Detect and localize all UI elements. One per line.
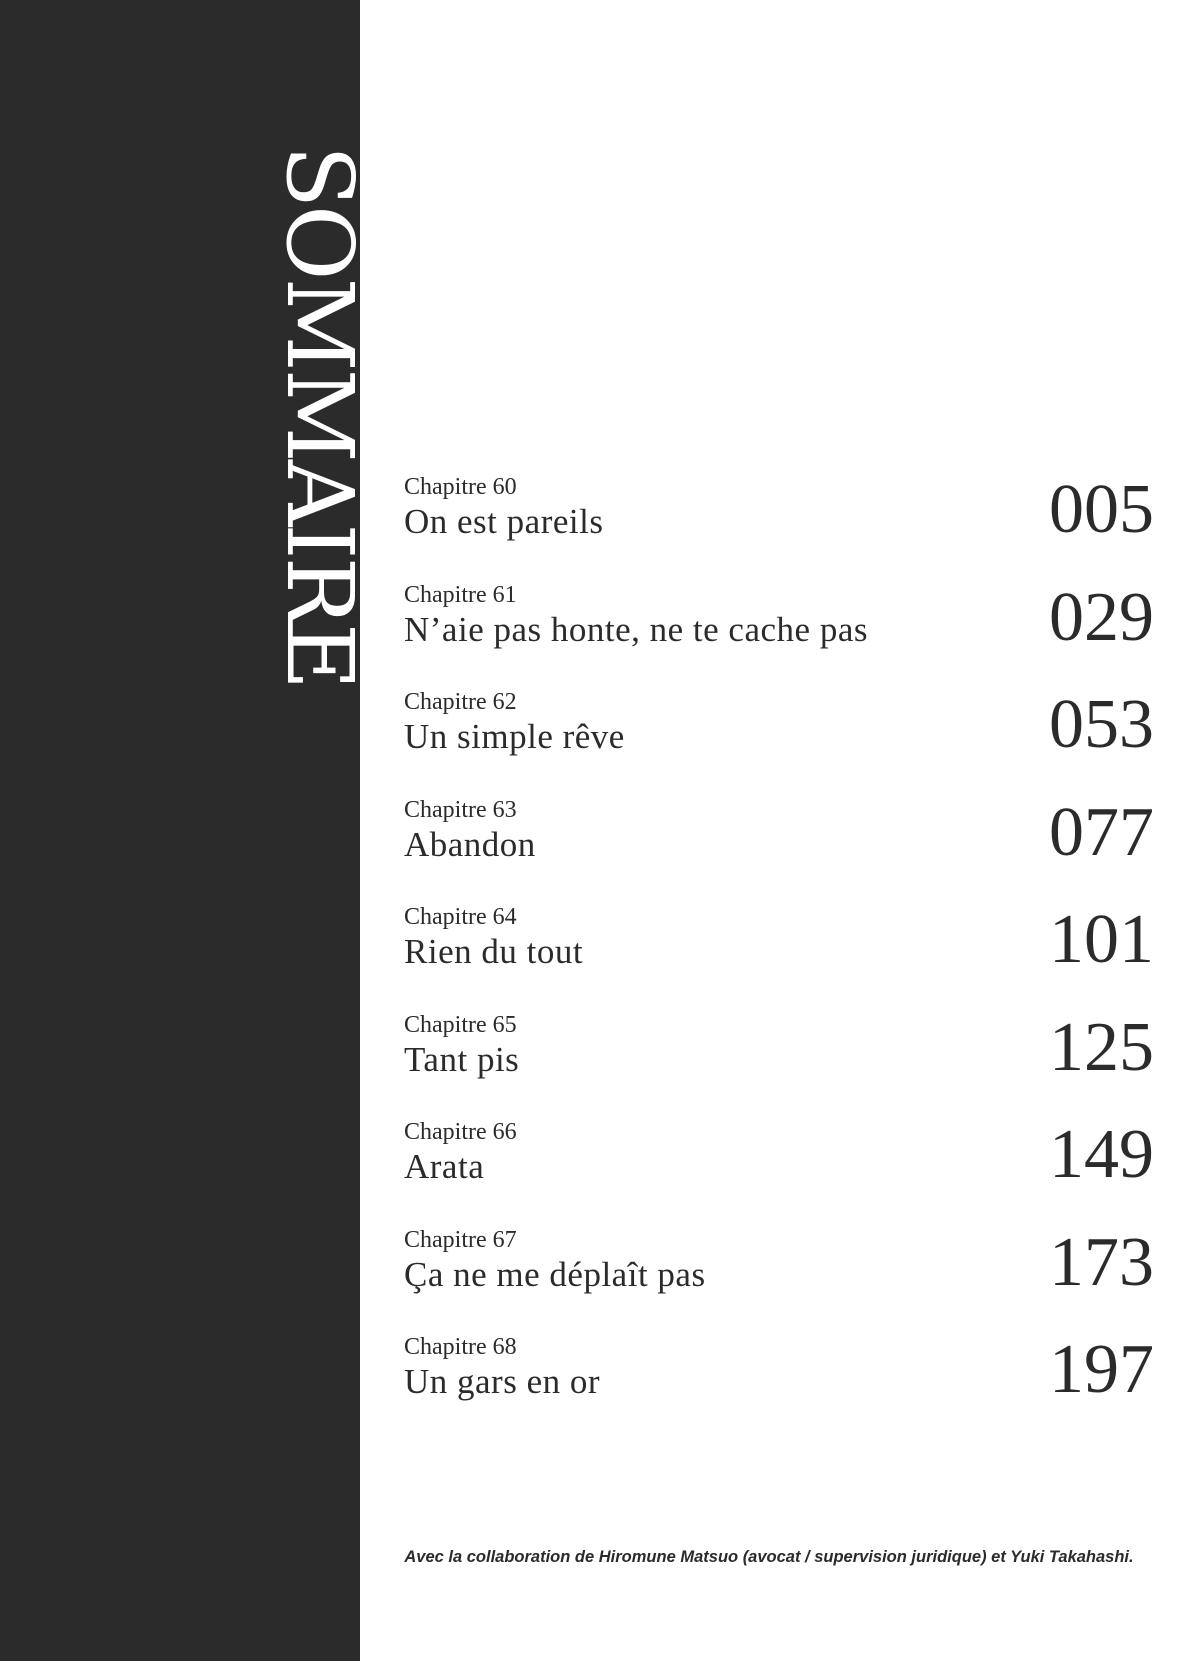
toc-entry [404, 1330, 1154, 1438]
page-number: 053 [1049, 686, 1154, 763]
page-title: SOMMAIRE [266, 145, 373, 688]
page-number: 149 [1049, 1116, 1154, 1193]
page-number: 173 [1049, 1223, 1154, 1301]
toc-entry [404, 685, 1154, 793]
chapter-title: Un simple rêve [404, 717, 625, 756]
chapter-label: Chapitre 65 [404, 1011, 517, 1038]
chapter-label: Chapitre 64 [404, 904, 517, 930]
chapter-label: Chapitre 63 [404, 796, 517, 823]
toc-entry [404, 900, 1154, 1008]
page-number: 197 [1049, 1331, 1154, 1408]
chapter-title: Arata [404, 1147, 485, 1186]
chapter-title: On est pareils [404, 502, 604, 541]
toc-entry [404, 1115, 1154, 1223]
page-number: 077 [1049, 793, 1154, 871]
toc-entry [404, 470, 1154, 578]
toc-entry [404, 1008, 1154, 1116]
toc-entry [404, 578, 1154, 686]
chapter-title: Un gars en or [404, 1362, 601, 1401]
chapter-label: Chapitre 66 [404, 1119, 517, 1145]
chapter-title: Tant pis [404, 1039, 520, 1079]
toc-entry [404, 1223, 1154, 1331]
toc-entry [404, 793, 1154, 901]
chapter-title: Abandon [404, 824, 536, 864]
chapter-title: N’aie pas honte, ne te cache pas [404, 609, 868, 649]
page-number: 101 [1049, 901, 1154, 978]
chapter-label: Chapitre 67 [404, 1226, 517, 1253]
chapter-label: Chapitre 62 [404, 689, 517, 715]
credits-note: Avec la collaboration de Hiromune Matsuo (avocat / supervision juridique) et Yuki Takahashi. [404, 1548, 1134, 1566]
chapter-label: Chapitre 68 [404, 1334, 517, 1360]
table-of-contents [404, 470, 1154, 1438]
page-number: 029 [1049, 578, 1154, 656]
chapter-title: Ça ne me déplaît pas [404, 1254, 706, 1294]
chapter-label: Chapitre 60 [404, 474, 517, 500]
chapter-label: Chapitre 61 [404, 581, 517, 608]
page-number: 125 [1049, 1008, 1154, 1086]
page-number: 005 [1049, 471, 1154, 548]
chapter-title: Rien du tout [404, 932, 584, 971]
side-band [0, 0, 373, 1661]
